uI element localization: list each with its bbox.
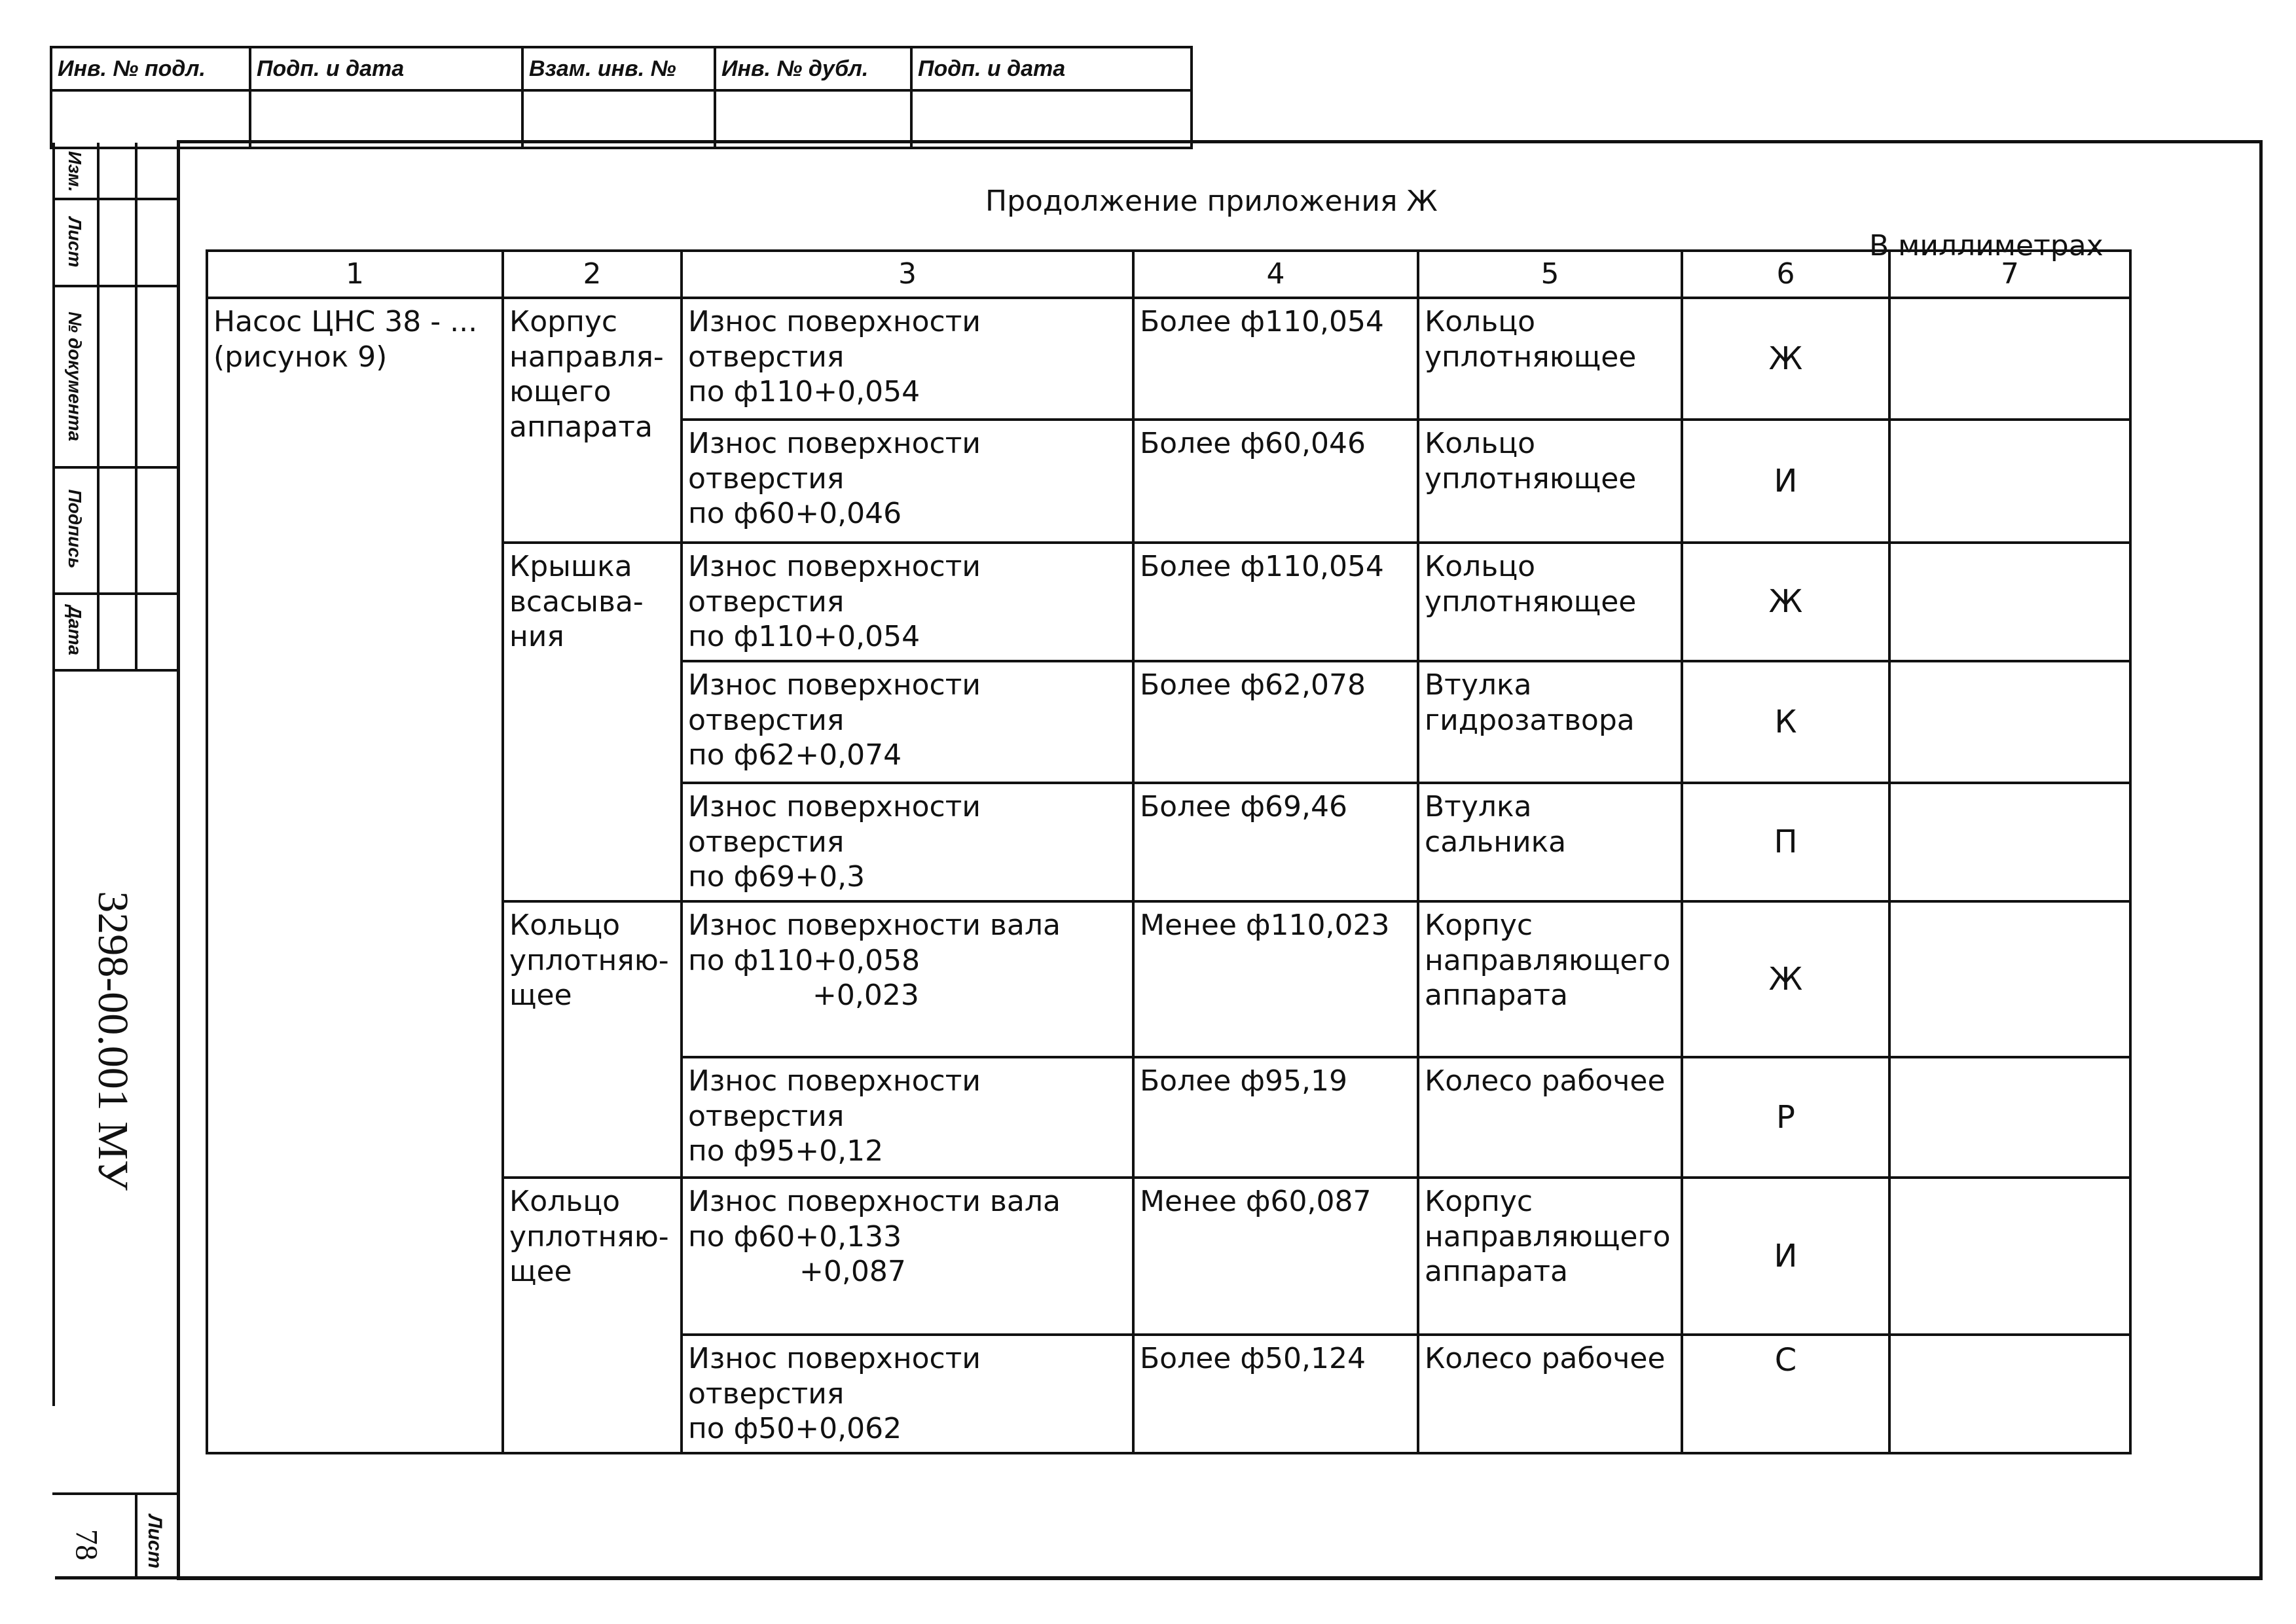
part-line: уплотняю- (509, 943, 669, 977)
part-line: ющего (509, 375, 611, 409)
limit-cell: Более ф69,46 (1133, 783, 1418, 901)
note-cell (1889, 661, 2130, 783)
limit-cell: Менее ф60,087 (1133, 1178, 1418, 1335)
column-header: 7 (1889, 251, 2130, 298)
code-cell: Ж (1682, 543, 1889, 661)
pump-cell (207, 298, 503, 1453)
part-cell (503, 901, 682, 1178)
side-label-date: Дата (65, 605, 85, 656)
stamp-cell (51, 90, 250, 148)
document-code: 3298-00.001 МУ (89, 891, 137, 1191)
mate-line: Корпус (1425, 909, 1533, 943)
mate-cell (1418, 1335, 1682, 1453)
mate-line: Втулка (1425, 668, 1532, 702)
frame-bottom-line (55, 1576, 2263, 1579)
mate-cell (1418, 661, 1682, 783)
defect-cell (682, 661, 1133, 783)
strip-divider (52, 1492, 178, 1495)
stamp-cell (911, 90, 1192, 148)
defect-tolerance-line: +0,023 (812, 979, 919, 1013)
note-cell (1889, 901, 2130, 1057)
pump-figure-ref: (рисунок 9) (213, 340, 388, 374)
strip-divider (52, 669, 178, 672)
part-line: Корпус (509, 305, 618, 338)
mate-line: Кольцо (1425, 427, 1536, 460)
part-line: щее (509, 979, 572, 1013)
code-cell: П (1682, 783, 1889, 901)
stamp-cell (522, 90, 715, 148)
defect-tolerance-line: +0,087 (799, 1255, 906, 1289)
mate-line: направляющего (1425, 1219, 1671, 1254)
mate-line: гидрозатвора (1425, 703, 1635, 737)
part-line: Крышка (509, 550, 632, 583)
defects-table (206, 249, 2132, 1454)
mate-cell (1418, 901, 1682, 1057)
code-cell: К (1682, 661, 1889, 783)
code-cell: Ж (1682, 901, 1889, 1057)
stamp-header-inv-duplicate: Инв. № дубл. (715, 47, 911, 90)
mate-line: Втулка сальника (1425, 790, 1567, 859)
part-line: ния (509, 620, 564, 654)
limit-cell: Более ф62,078 (1133, 661, 1418, 783)
part-line: всасыва- (509, 585, 644, 619)
mate-line: Кольцо (1425, 305, 1536, 338)
limit-cell: Менее ф110,023 (1133, 901, 1418, 1057)
mate-line: аппарата (1425, 979, 1568, 1013)
archive-stamp-table (50, 46, 1193, 149)
limit-cell: Более ф50,124 (1133, 1335, 1418, 1453)
stamp-header-sign-date-2: Подп. и дата (911, 47, 1192, 90)
defect-line: Износ поверхности отверстия (688, 427, 981, 496)
defect-line: по ф110+0,058 (688, 943, 920, 977)
part-cell (503, 1178, 682, 1453)
defect-cell (682, 1335, 1133, 1453)
defect-line: Износ поверхности отверстия (688, 305, 981, 374)
stamp-header-replace-inv: Взам. инв. № (522, 47, 715, 90)
strip-divider (52, 466, 178, 469)
defect-line: Износ поверхности отверстия (688, 550, 981, 619)
side-label-change: Изм. (65, 151, 85, 192)
note-cell (1889, 1178, 2130, 1335)
part-line: уплотняю- (509, 1219, 669, 1254)
defect-cell (682, 298, 1133, 420)
limit-cell: Более ф110,054 (1133, 543, 1418, 661)
defect-cell (682, 420, 1133, 543)
note-cell (1889, 420, 2130, 543)
part-line: направля- (509, 340, 664, 374)
stamp-header-sign-date: Подп. и дата (250, 47, 522, 90)
defect-line: по ф60+0,133 (688, 1219, 902, 1254)
column-header: 5 (1418, 251, 1682, 298)
units-note: В миллиметрах (1869, 229, 2104, 262)
column-header: 6 (1682, 251, 1889, 298)
mate-line: Кольцо (1425, 550, 1536, 583)
part-line: Кольцо (509, 909, 621, 943)
stamp-cell (715, 90, 911, 148)
code-cell: Ж (1682, 298, 1889, 420)
strip-divider (52, 198, 178, 200)
stamp-cell (250, 90, 522, 148)
mate-cell (1418, 543, 1682, 661)
mate-cell (1418, 783, 1682, 901)
note-cell (1889, 783, 2130, 901)
defect-line: Износ поверхности вала (688, 909, 1061, 943)
part-line: аппарата (509, 410, 653, 444)
part-cell (503, 543, 682, 901)
defect-line: Износ поверхности отверстия (688, 668, 981, 737)
defect-line: по ф62+0,074 (688, 738, 902, 772)
part-cell (503, 298, 682, 543)
side-label-signature: Подпись (65, 489, 85, 569)
mate-line: уплотняющее (1425, 340, 1637, 374)
mate-line: Корпус (1425, 1185, 1533, 1219)
side-label-sheet: Лист (65, 217, 85, 268)
sheet-number: 78 (69, 1529, 104, 1561)
part-line: щее (509, 1255, 572, 1289)
defect-line: Износ поверхности отверстия (688, 790, 981, 859)
defect-line: по ф95+0,12 (688, 1134, 884, 1168)
code-cell: И (1682, 420, 1889, 543)
defect-line: Износ поверхности вала (688, 1185, 1061, 1219)
strip-divider (52, 592, 178, 595)
column-header: 2 (503, 251, 682, 298)
defect-line: по ф110+0,054 (688, 375, 920, 409)
defect-line: по ф69+0,3 (688, 860, 866, 894)
part-line: Кольцо (509, 1185, 621, 1219)
mate-line: Колесо рабочее (1425, 1342, 1666, 1376)
mate-cell (1418, 1178, 1682, 1335)
mate-line: аппарата (1425, 1255, 1568, 1289)
column-header: 3 (682, 251, 1133, 298)
limit-cell: Более ф60,046 (1133, 420, 1418, 543)
defect-line: по ф110+0,054 (688, 620, 920, 654)
strip-divider (52, 285, 178, 287)
defect-cell (682, 901, 1133, 1057)
limit-cell: Более ф95,19 (1133, 1057, 1418, 1178)
mate-cell (1418, 298, 1682, 420)
defect-cell (682, 543, 1133, 661)
table-row (207, 298, 2130, 420)
defect-line: Износ поверхности отверстия (688, 1342, 981, 1411)
defect-line: Износ поверхности отверстия (688, 1064, 981, 1133)
column-header: 1 (207, 251, 503, 298)
note-cell (1889, 1057, 2130, 1178)
strip-left-line (52, 143, 55, 1406)
mate-cell (1418, 420, 1682, 543)
side-label-document: № документа (65, 311, 85, 442)
code-cell: С (1682, 1335, 1889, 1453)
sheet-label: Лист (144, 1514, 166, 1569)
code-cell: И (1682, 1178, 1889, 1335)
defect-cell (682, 1057, 1133, 1178)
mate-line: уплотняющее (1425, 461, 1637, 496)
table-header-row (207, 251, 2130, 298)
pump-name: Насос ЦНС 38 - ... (213, 305, 478, 338)
strip-sheet-line (135, 1492, 137, 1579)
mate-line: направляющего (1425, 943, 1671, 977)
mate-line: уплотняющее (1425, 585, 1637, 619)
mate-cell (1418, 1057, 1682, 1178)
limit-cell: Более ф110,054 (1133, 298, 1418, 420)
defect-line: по ф50+0,062 (688, 1412, 902, 1446)
code-cell: Р (1682, 1057, 1889, 1178)
note-cell (1889, 1335, 2130, 1453)
page-heading: Продолжение приложения Ж (985, 185, 1438, 218)
note-cell (1889, 298, 2130, 420)
defect-cell (682, 783, 1133, 901)
defect-cell (682, 1178, 1133, 1335)
stamp-header-inv-original: Инв. № подл. (51, 47, 250, 90)
note-cell (1889, 543, 2130, 661)
defect-line: по ф60+0,046 (688, 497, 902, 531)
column-header: 4 (1133, 251, 1418, 298)
mate-line: Колесо рабочее (1425, 1064, 1666, 1098)
